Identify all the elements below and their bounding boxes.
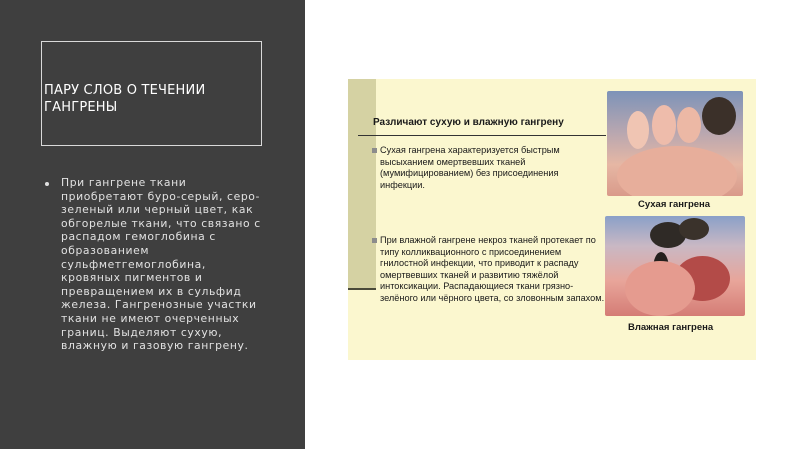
bullet-list [45,176,267,353]
wet-gangrene-photo [605,216,745,316]
dry-gangrene-text: Сухая гангрена характеризуется быстрым высыханием омертвевших тканей (мумифицированием) без присоединения инфекции. [380,145,560,190]
toe-shape [627,111,649,149]
title-box [41,41,262,146]
necrotic-toe-shape [679,218,709,240]
slide-title: ПАРУ СЛОВ О ТЕЧЕНИИ ГАНГРЕНЫ [44,83,206,115]
wet-gangrene-text: При влажной гангрене некроз тканей протекает по типу колликвационного с присоединением гнилостной инфекции, что приводит к распаду омертвевших тканей и развитию тяжёлой интоксикации. Распадающиеся ткани грязно-зелёного или чёрного цвета, со зловонным запахом. [380,235,605,303]
foot-shape [625,261,695,316]
wet-gangrene-description [380,235,605,305]
figure-heading: Различают сухую и влажную гангрену [373,117,564,128]
square-bullet-icon [372,238,377,243]
left-panel [0,0,305,449]
foot-shape [617,146,737,196]
divider [358,135,606,136]
decorative-bar [348,79,376,289]
list-item [45,176,267,353]
square-bullet-icon [372,148,377,153]
divider [348,288,376,290]
toe-shape [677,107,701,143]
gangrene-figure [348,79,756,360]
toe-shape [652,105,676,145]
dry-gangrene-description [380,145,580,191]
bullet-text: При гангрене ткани приобретают буро-серый, серо-зеленый или черный цвет, как обгорелые ткани, что связано с распадом гемоглобина с образованием сульфметгемоглобина, кровяных пигментов и превращением их в сульфид железа. Гангренозные участки ткани не имеют очерченных границ. Выделяют сухую, влажную и газовую гангрену. [61,176,261,353]
bullet-dot-icon [45,182,49,186]
dry-gangrene-caption: Сухая гангрена [638,199,711,210]
dry-gangrene-photo [607,91,743,196]
necrotic-toe-shape [702,97,736,135]
wet-gangrene-caption: Влажная гангрена [628,322,714,333]
